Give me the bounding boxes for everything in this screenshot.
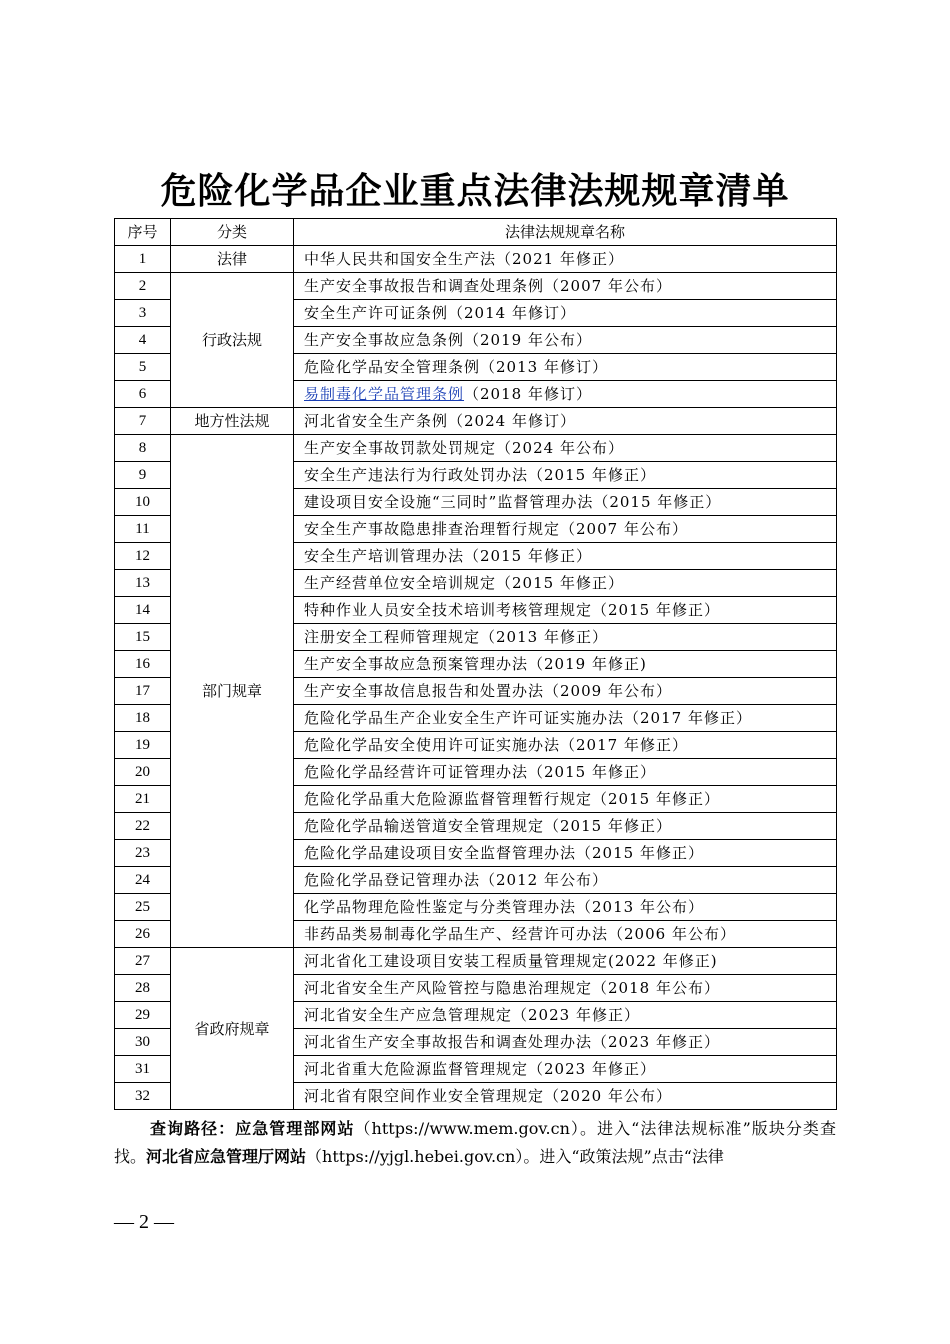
row-number: 5 [115, 354, 171, 381]
row-number: 25 [115, 894, 171, 921]
regulation-name: 安全生产许可证条例（2014 年修订） [294, 300, 837, 327]
regulation-name: 生产安全事故应急预案管理办法（2019 年修正) [294, 651, 837, 678]
regulation-name: 河北省安全生产风险管控与隐患治理规定（2018 年公布） [294, 975, 837, 1002]
row-category: 地方性法规 [171, 408, 294, 435]
regulation-name: 生产安全事故报告和调查处理条例（2007 年公布） [294, 273, 837, 300]
row-number: 13 [115, 570, 171, 597]
row-number: 15 [115, 624, 171, 651]
row-number: 8 [115, 435, 171, 462]
regulation-name: 危险化学品建设项目安全监督管理办法（2015 年修正） [294, 840, 837, 867]
header-category: 分类 [171, 219, 294, 246]
row-number: 31 [115, 1056, 171, 1083]
row-category: 行政法规 [171, 273, 294, 408]
regulation-revision: （2018 年修订） [464, 385, 592, 403]
regulation-name: 河北省安全生产应急管理规定（2023 年修正） [294, 1002, 837, 1029]
regulation-name: 安全生产事故隐患排查治理暂行规定（2007 年公布） [294, 516, 837, 543]
table-body [115, 246, 837, 1110]
regulation-name: 危险化学品输送管道安全管理规定（2015 年修正） [294, 813, 837, 840]
header-name: 法律法规规章名称 [294, 219, 837, 246]
regulation-name: 危险化学品生产企业安全生产许可证实施办法（2017 年修正） [294, 705, 837, 732]
row-number: 3 [115, 300, 171, 327]
row-number: 20 [115, 759, 171, 786]
row-number: 14 [115, 597, 171, 624]
regulation-name: 注册安全工程师管理规定（2013 年修正） [294, 624, 837, 651]
hebei-site-name: 河北省应急管理厅网站 [146, 1147, 307, 1166]
table-header-row [115, 219, 837, 246]
regulation-name: 特种作业人员安全技术培训考核管理规定（2015 年修正） [294, 597, 837, 624]
row-number: 28 [115, 975, 171, 1002]
row-number: 26 [115, 921, 171, 948]
row-number: 30 [115, 1029, 171, 1056]
row-number: 10 [115, 489, 171, 516]
regulation-name: 生产安全事故信息报告和处置办法（2009 年公布） [294, 678, 837, 705]
row-number: 18 [115, 705, 171, 732]
hebei-instruction: 。进入“政策法规”点击“法律 [523, 1147, 724, 1166]
regulation-name: 生产安全事故应急条例（2019 年公布） [294, 327, 837, 354]
hebei-site-url: （https://yjgl.hebei.gov.cn） [306, 1147, 524, 1166]
row-number: 22 [115, 813, 171, 840]
row-number: 4 [115, 327, 171, 354]
regulation-name: 安全生产违法行为行政处罚办法（2015 年修正） [294, 462, 837, 489]
row-number: 32 [115, 1083, 171, 1110]
row-number: 11 [115, 516, 171, 543]
regulation-name: 安全生产培训管理办法（2015 年修正） [294, 543, 837, 570]
table-row [115, 246, 837, 273]
row-number: 24 [115, 867, 171, 894]
row-number: 7 [115, 408, 171, 435]
regulation-name: 非药品类易制毒化学品生产、经营许可办法（2006 年公布） [294, 921, 837, 948]
row-number: 16 [115, 651, 171, 678]
row-number: 12 [115, 543, 171, 570]
regulation-name: 河北省重大危险源监督管理规定（2023 年修正） [294, 1056, 837, 1083]
row-number: 9 [115, 462, 171, 489]
table-row [115, 948, 837, 975]
row-number: 2 [115, 273, 171, 300]
row-number: 21 [115, 786, 171, 813]
regulation-name: 危险化学品登记管理办法（2012 年公布） [294, 867, 837, 894]
regulation-name: 化学品物理危险性鉴定与分类管理办法（2013 年公布） [294, 894, 837, 921]
row-number: 1 [115, 246, 171, 273]
regulation-name: 河北省安全生产条例（2024 年修订） [294, 408, 837, 435]
regulation-name: 生产经营单位安全培训规定（2015 年修正） [294, 570, 837, 597]
row-number: 17 [115, 678, 171, 705]
regulation-name: 生产安全事故罚款处罚规定（2024 年公布） [294, 435, 837, 462]
regulations-table [114, 218, 837, 1110]
row-number: 23 [115, 840, 171, 867]
query-path-label: 查询路径： [150, 1119, 236, 1138]
page-title: 危险化学品企业重点法律法规规章清单 [160, 170, 790, 212]
row-number: 29 [115, 1002, 171, 1029]
row-number: 6 [115, 381, 171, 408]
query-path-note [114, 1115, 836, 1171]
regulation-name: 河北省有限空间作业安全管理规定（2020 年公布） [294, 1083, 837, 1110]
regulation-name: 危险化学品安全管理条例（2013 年修订） [294, 354, 837, 381]
page-number: — 2 — [114, 1211, 174, 1233]
row-category: 部门规章 [171, 435, 294, 948]
mem-site-name: 应急管理部网站 [235, 1119, 355, 1138]
regulation-name: 建设项目安全设施“三同时”监督管理办法（2015 年修正） [294, 489, 837, 516]
row-number: 19 [115, 732, 171, 759]
regulation-name: 中华人民共和国安全生产法（2021 年修正） [294, 246, 837, 273]
regulation-name [294, 381, 837, 408]
table-row [115, 273, 837, 300]
mem-instruction: 。进入“法律法规标准”版块分类查找。 [114, 1119, 836, 1166]
table-row [115, 408, 837, 435]
regulation-name: 危险化学品安全使用许可证实施办法（2017 年修正） [294, 732, 837, 759]
header-number: 序号 [115, 219, 171, 246]
row-number: 27 [115, 948, 171, 975]
regulation-name: 危险化学品经营许可证管理办法（2015 年修正） [294, 759, 837, 786]
mem-site-url: （https://www.mem.gov.cn） [354, 1119, 580, 1138]
row-category: 省政府规章 [171, 948, 294, 1110]
regulation-link[interactable]: 易制毒化学品管理条例 [304, 385, 465, 403]
regulation-name: 河北省化工建设项目安装工程质量管理规定(2022 年修正) [294, 948, 837, 975]
table-row [115, 435, 837, 462]
row-category: 法律 [171, 246, 294, 273]
regulation-name: 河北省生产安全事故报告和调查处理办法（2023 年修正） [294, 1029, 837, 1056]
regulation-name: 危险化学品重大危险源监督管理暂行规定（2015 年修正） [294, 786, 837, 813]
